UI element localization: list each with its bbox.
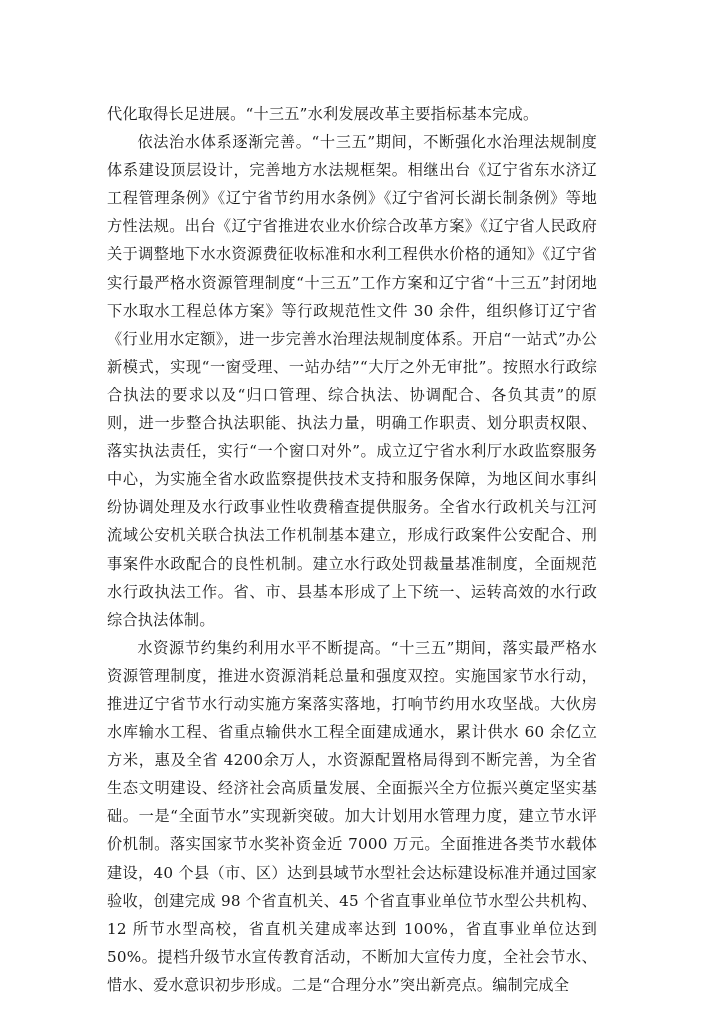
paragraph-water-saving: 水资源节约集约利用水平不断提高。“十三五”期间，落实最严格水资源管理制度，推进水资源消耗总量和强度双控。实施国家节水行动，推进辽宁省节水行动实施方案落实落地，打响节约用水攻坚战。大伙房水库输水工程、省重点输供水工程全面建成通水，累计供水 60 余亿立方米，惠及全省 4200余万人，水资源配置格局得到不断完善，为全省生态文明建设、经济社会高质量发展、全面振兴全方位振兴奠定坚实基础。一是“全面节水”实现新突破。加大计划用水管理力度，建立节水评价机制。落实国家节水奖补资金近 7000 万元。全面推进各类节水载体建设，40 个县（市、区）达到县域节水型社会达标建设标准并通过国家验收，创建完成 98 个省直机关、45 个省直事业单位节水型公共机构、12 所节水型高校，省直机关建成率达到 100%，省直事业单位达到 50%。提档升级节水宣传教育活动，不断加大宣传力度，全社会节水、惜水、爱水意识初步形成。二是“合理分水”突出新亮点。编制完成全: [107, 638, 597, 994]
document-body: [107, 100, 597, 999]
paragraph-continuation: 代化取得长足进展。“十三五”水利发展改革主要指标基本完成。: [107, 105, 539, 123]
paragraph-legal-system: 依法治水体系逐渐完善。“十三五”期间，不断强化水治理法规制度体系建设顶层设计，完善地方水法规框架。相继出台《辽宁省东水济辽工程管理条例》《辽宁省节约用水条例》《辽宁省河长湖长制条例》等地方性法规。出台《辽宁省推进农业水价综合改革方案》《辽宁省人民政府关于调整地下水水资源费征收标准和水利工程供水价格的通知》《辽宁省实行最严格水资源管理制度“十三五”工作方案和辽宁省“十三五”封闭地下水取水工程总体方案》等行政规范性文件 30 余件，组织修订辽宁省《行业用水定额》，进一步完善水治理法规制度体系。开启“一站式”办公新模式，实现“一窗受理、一站办结”“大厅之外无审批”。按照水行政综合执法的要求以及“归口管理、综合执法、协调配合、各负其责”的原则，进一步整合执法职能、执法力量，明确工作职责、划分职责权限、落实执法责任，实行“一个窗口对外”。成立辽宁省水利厅水政监察服务中心，为实施全省水政监察提供技术支持和服务保障，为地区间水事纠纷协调处理及水行政事业性收费稽查提供服务。全省水行政机关与江河流域公安机关联合执法工作机制基本建立，形成行政案件公安配合、刑事案件水政配合的良性机制。建立水行政处罚裁量基准制度，全面规范水行政执法工作。省、市、县基本形成了上下统一、运转高效的水行政综合执法体制。: [107, 133, 597, 629]
